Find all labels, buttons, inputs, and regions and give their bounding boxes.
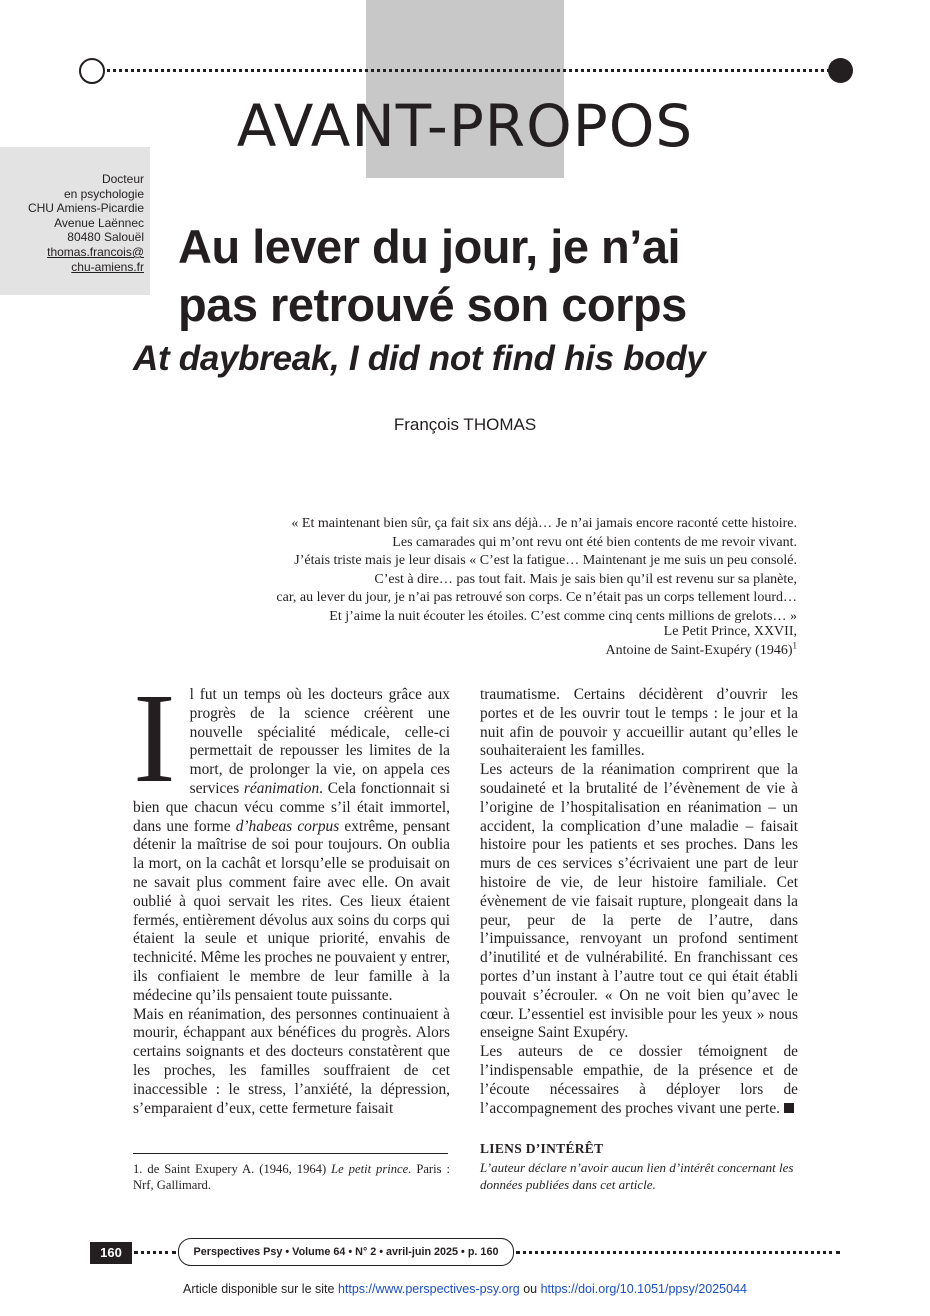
body-paragraph: Les acteurs de la réanimation comprirent que la soudaineté et la brutalité de l’évènement de vie à l’origine de l’hospitalisation en réanimation – un accident, la complication d’une maladie – faisait histoire pour les patients et ses proches. Dans les murs de ces services s’écrivaient une part de leur histoire de vie, de leur histoire familiale. Cet évènement de vie faisait rupture, plongeait dans la peur, peur de la perte de l’autre, dans l’impuissance, renvoyant un profond sentiment d’inutilité et de vulnérabilité. En franchissant ces portes d’un instant à l’autre tout ce qui était établi pouvait s’écrouler. « On ne voit bien qu’avec le cœur. L’essentiel est invisible pour les yeux » nous enseigne Saint Exupéry. — [480, 761, 798, 1042]
article-title-english: At daybreak, I did not find his body — [133, 339, 706, 378]
text-run: Les auteurs de ce dossier témoignent de l’indispensable empathie, de la présence et de l’écoute nécessaires à déployer lors de l’accompagnement des proches vivant une perte. — [480, 1043, 798, 1117]
footnote-marker[interactable]: 1 — [792, 639, 797, 650]
affiliation-line: 80480 Salouël — [67, 230, 144, 245]
text-run: extrême, pensant détenir la maîtrise de soi pour toujours. On oublia la mort, on la cachât et lorsqu’elle se produisait on ne savait plus comment faire avec elle. On avait oublié à quoi servait les rites. Ces lieux étaient fermés, entièrement dévolus aux soins du corps qui étaient la seule et unique priorité, envahis de technicité. Même les proches ne pouvaient y entrer, ils confiaient le membre de leur famille à la médecine qu’ils pensaient toute puissante. — [133, 817, 450, 1004]
journal-site-link[interactable]: https://www.perspectives-psy.org — [337, 1282, 520, 1296]
conflicts-heading: LIENS D’INTÉRÊT — [480, 1141, 604, 1156]
header-filled-circle — [828, 58, 853, 83]
author-name: François THOMAS — [393, 415, 537, 434]
epigraph-line: « Et maintenant bien sûr, ça fait six ans déjà… Je n’ai jamais encore raconté cette histoire. — [291, 516, 797, 531]
end-of-article-square-icon — [784, 1103, 794, 1113]
epigraph-source-author: Antoine de Saint-Exupéry (1946) — [605, 642, 793, 658]
affiliation-line: CHU Amiens-Picardie — [27, 201, 144, 216]
text-run: Article disponible sur le site — [183, 1282, 338, 1296]
text-emphasis: réanimation — [243, 779, 320, 797]
title-line: pas retrouvé son corps — [178, 278, 687, 331]
body-column-right — [480, 686, 798, 1118]
footnote — [133, 1161, 450, 1193]
epigraph-source-work: Le Petit Prince, XXVII, — [663, 624, 797, 639]
conflicts-statement: L’auteur déclare n’avoir aucun lien d’intérêt concernant les données publiées dans cet article. — [480, 1160, 794, 1192]
author-affiliation — [8, 172, 144, 274]
doi-link[interactable]: https://doi.org/10.1051/ppsy/2025044 — [540, 1282, 747, 1296]
body-paragraph: traumatisme. Certains décidèrent d’ouvrir les portes et de les ouvrir tout le temps : le jour et la nuit afin de pouvoir y accueillir autant qu’elles le souhaiteraient les familles. — [480, 686, 798, 760]
availability-notice — [0, 1282, 930, 1296]
author-email-link[interactable]: chu-amiens.fr — [71, 259, 144, 274]
text-run: l fut un temps où les docteurs grâce aux progrès de la science créèrent une nouvelle spécialité médicale, celle-ci permettait de repousser les limites de la mort, de prolonger la vie, on appela ces services — [189, 686, 450, 797]
body-paragraph — [480, 1043, 798, 1118]
journal-reference: Perspectives Psy • Volume 64 • N° 2 • avril-juin 2025 • p. 160 — [178, 1238, 514, 1266]
title-line: Au lever du jour, je n’ai — [178, 220, 681, 273]
article-title-french — [178, 218, 818, 334]
epigraph-line: J’étais triste mais je leur disais « C’est la fatigue… Maintenant je me suis un peu consolé. — [294, 553, 797, 569]
author-email-link[interactable]: thomas.francois@ — [47, 244, 144, 259]
body-column-left — [133, 667, 451, 1118]
affiliation-line: en psychologie — [63, 186, 144, 201]
epigraph-line: C’est à dire… pas tout fait. Mais je sais bien qu’il est revenu sur sa planète, — [374, 571, 797, 587]
header-dotted-rule — [96, 69, 830, 72]
epigraph-quote — [180, 515, 797, 627]
text-run: Paris : Nrf, Gallimard. — [133, 1162, 450, 1192]
body-paragraph — [133, 667, 451, 1006]
epigraph-source — [460, 623, 797, 660]
text-run: 1. de Saint Exupery A. (1946, 1964) — [133, 1162, 332, 1176]
footnote-rule — [133, 1153, 448, 1154]
epigraph-line: Et j’aime la nuit écouter les étoiles. C’est comme cinq cents millions de grelots… » — [329, 608, 797, 624]
affiliation-line: Avenue Laënnec — [54, 215, 144, 230]
epigraph-source-author-line — [460, 639, 797, 661]
drop-cap: I — [133, 667, 176, 809]
page-number: 160 — [90, 1242, 132, 1264]
text-emphasis: d’habeas corpus — [235, 817, 340, 835]
footer-dotted-rule — [134, 1251, 176, 1254]
text-emphasis: Le petit prince. — [331, 1162, 412, 1176]
section-title: AVANT-PROPOS — [236, 92, 694, 160]
text-run: . Cela fonctionnait si bien que chacun vécu comme s’il était immortel, dans une forme — [133, 779, 451, 835]
epigraph-line: Les camarades qui m’ont revu ont été bien contents de me revoir vivant. — [392, 534, 797, 550]
affiliation-line: Docteur — [101, 172, 144, 186]
footer-dotted-rule — [516, 1251, 840, 1254]
header-open-circle — [79, 58, 105, 84]
epigraph-line: car, au lever du jour, je n’ai pas retrouvé son corps. Ce n’était pas un corps tellement lourd… — [276, 590, 797, 606]
text-run: ou — [519, 1282, 541, 1296]
body-paragraph: Mais en réanimation, des personnes continuaient à mourir, échappant aux bénéfices du progrès. Alors certains soignants et des docteurs constatèrent que les proches, les familles souffraient de cet inaccessible : le stress, l’anxiété, la dépression, s’emparaient d’eux, cette fermeture faisait — [133, 1005, 450, 1117]
